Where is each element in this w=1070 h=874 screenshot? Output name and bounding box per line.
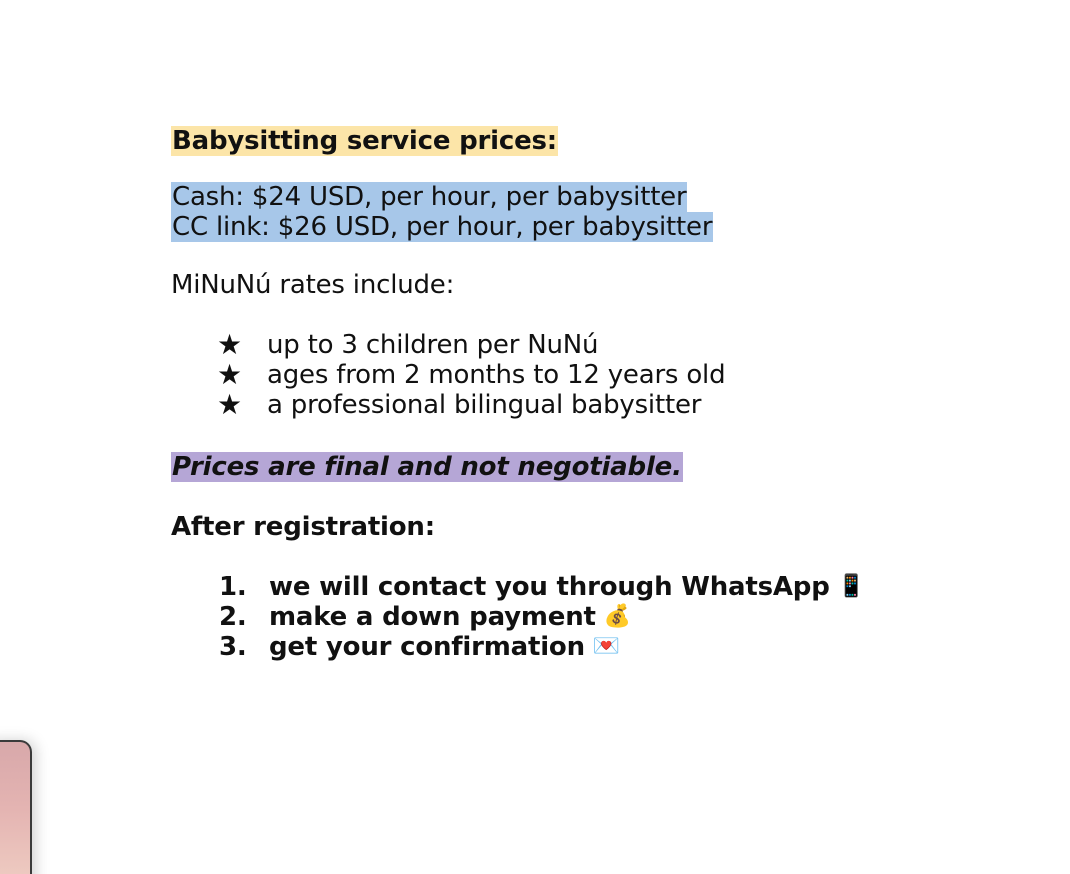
love-letter-icon: 💌 <box>592 634 621 659</box>
final-note: Prices are final and not negotiable. <box>172 452 682 482</box>
include-text: ages from 2 months to 12 years old <box>267 360 726 390</box>
pricing-line <box>171 212 991 242</box>
star-icon: ★ <box>217 328 242 361</box>
includes-list <box>171 330 991 420</box>
list-item <box>171 632 991 662</box>
step-text: get your confirmation <box>269 632 585 662</box>
money-bag-icon: 💰 <box>603 604 631 629</box>
list-item <box>171 330 991 360</box>
price-cash: Cash: $24 USD, per hour, per babysitter <box>172 182 687 212</box>
list-item <box>171 602 991 632</box>
list-item <box>171 390 991 420</box>
step-number: 2. <box>219 602 247 632</box>
floating-window-edge[interactable] <box>0 740 32 874</box>
steps-list <box>171 572 991 662</box>
step-number: 1. <box>219 572 247 602</box>
final-note-line <box>171 452 991 482</box>
step-text: we will contact you through WhatsApp <box>269 572 830 602</box>
price-cc-link: CC link: $26 USD, per hour, per babysitter <box>172 212 713 242</box>
document-body <box>171 124 991 662</box>
star-icon: ★ <box>217 358 242 391</box>
include-text: up to 3 children per NuNú <box>267 330 599 360</box>
mobile-phone-icon: 📱 <box>837 574 865 599</box>
title-line <box>171 126 991 156</box>
include-text: a professional bilingual babysitter <box>267 390 702 420</box>
step-text: make a down payment <box>269 602 596 632</box>
list-item <box>171 360 991 390</box>
after-registration-heading: After registration: <box>171 512 435 542</box>
pricing-line <box>171 182 991 212</box>
star-icon: ★ <box>217 388 242 421</box>
list-item <box>171 572 991 602</box>
page-title: Babysitting service prices: <box>172 126 558 156</box>
rates-heading: MiNuNú rates include: <box>171 270 455 300</box>
step-number: 3. <box>219 632 247 662</box>
